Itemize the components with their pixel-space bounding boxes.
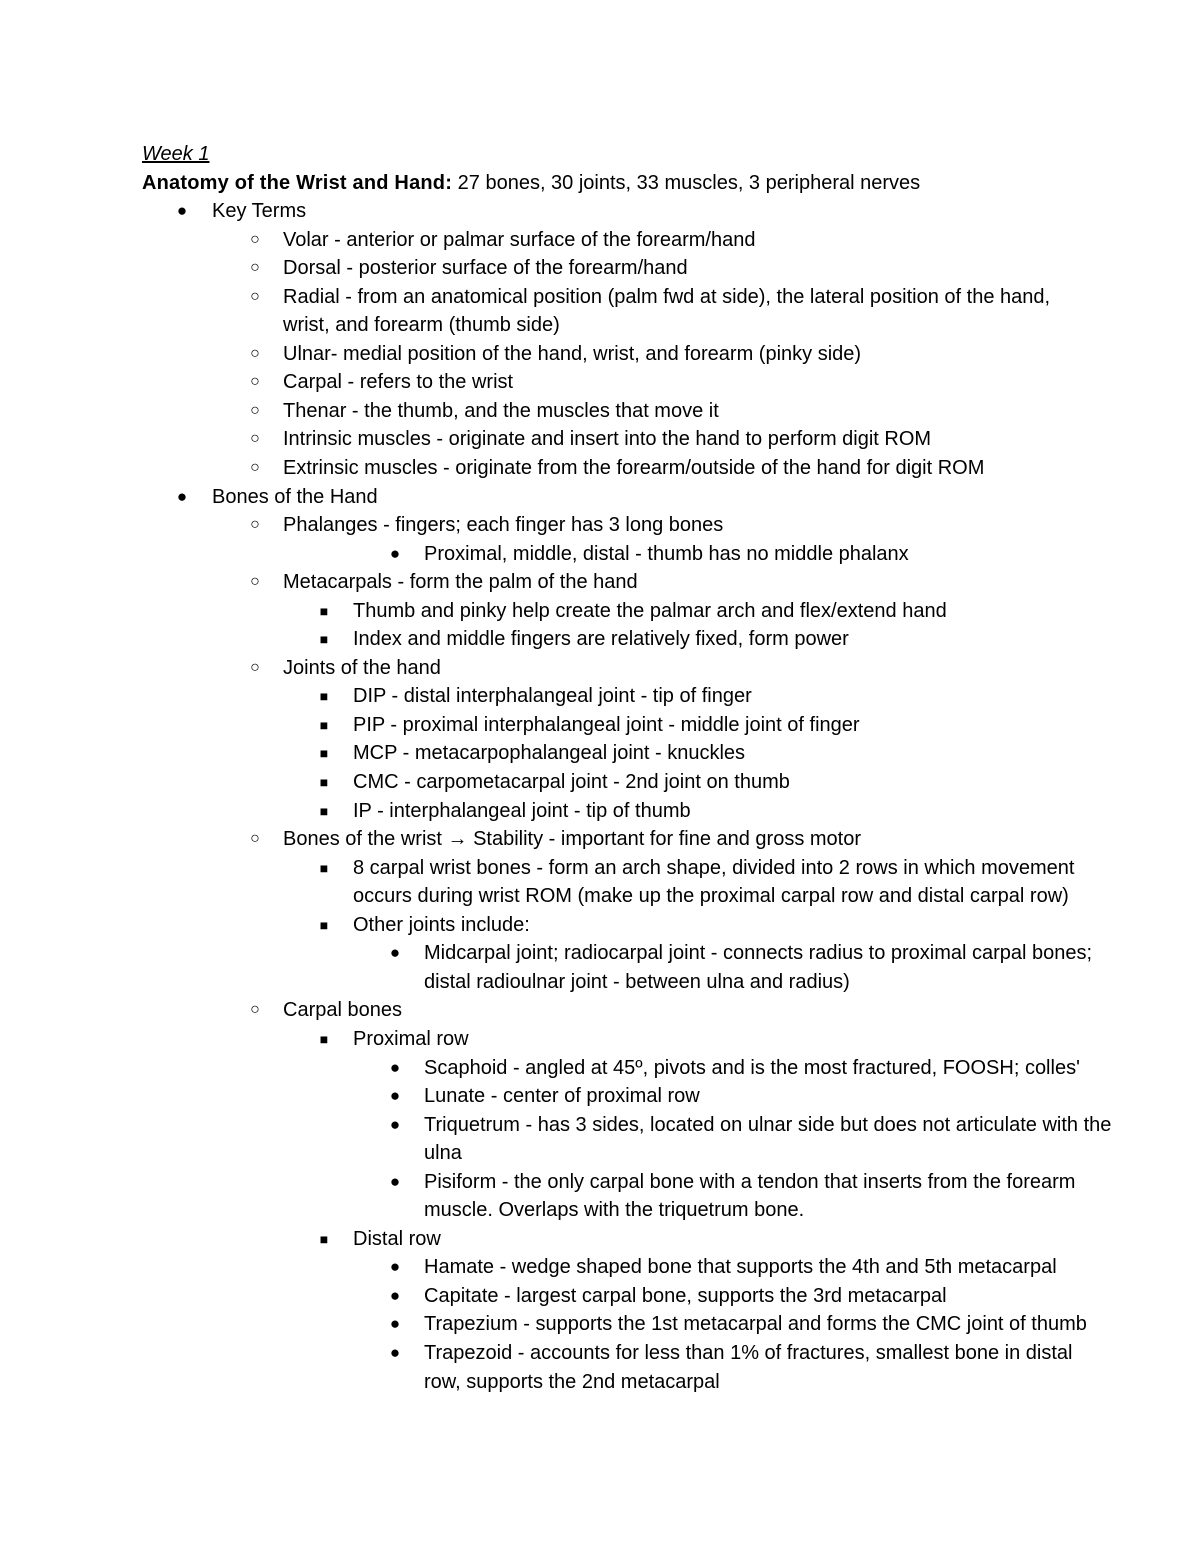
bullet-dot-icon: ● — [176, 201, 188, 220]
bullet-circle-icon: ○ — [250, 516, 260, 533]
bullet-dot-icon: ● — [389, 544, 401, 563]
list-item-text: Midcarpal joint; radiocarpal joint - connects radius to proximal carpal bones; — [424, 942, 1093, 964]
list-item-text: Proximal, middle, distal - thumb has no middle phalanx — [424, 543, 909, 565]
list-item-text: wrist, and forearm (thumb side) — [283, 314, 560, 336]
list-item-text: Dorsal - posterior surface of the forearm/hand — [283, 257, 688, 279]
list-item-text: Index and middle fingers are relatively fixed, form power — [353, 628, 849, 650]
list-item-text: Bones of the Hand — [212, 486, 378, 508]
bullet-circle-icon: ○ — [250, 659, 260, 676]
bullet-square-icon: ■ — [319, 688, 329, 704]
bullet-circle-icon: ○ — [250, 402, 260, 419]
bullet-square-icon: ■ — [319, 917, 329, 933]
list-item-text: ulna — [424, 1142, 462, 1164]
bullet-square-icon: ■ — [319, 1231, 329, 1247]
list-item-text: Pisiform - the only carpal bone with a tendon that inserts from the forearm — [424, 1171, 1076, 1193]
bullet-dot-icon: ● — [389, 1314, 401, 1333]
bullet-dot-icon: ● — [389, 1343, 401, 1362]
list-item-text: Carpal - refers to the wrist — [283, 371, 514, 393]
list-item-text: muscle. Overlaps with the triquetrum bone. — [424, 1199, 805, 1221]
bullet-square-icon: ■ — [319, 745, 329, 761]
list-item-text: Proximal row — [353, 1028, 469, 1050]
bullet-dot-icon: ● — [389, 1058, 401, 1077]
list-item-text: Extrinsic muscles - originate from the forearm/outside of the hand for digit ROM — [283, 457, 985, 479]
bullet-circle-icon: ○ — [250, 1001, 260, 1018]
list-item-text: Thumb and pinky help create the palmar arch and flex/extend hand — [353, 600, 947, 622]
heading-bold: Anatomy of the Wrist and Hand: — [142, 172, 453, 194]
list-item-text: CMC - carpometacarpal joint - 2nd joint on thumb — [353, 771, 790, 793]
bullet-dot-icon: ● — [389, 943, 401, 962]
heading-rest: 27 bones, 30 joints, 33 muscles, 3 peripheral nerves — [452, 172, 921, 194]
bullet-circle-icon: ○ — [250, 573, 260, 590]
list-item-text: IP - interphalangeal joint - tip of thumb — [353, 800, 691, 822]
bullet-dot-icon: ● — [389, 1257, 401, 1276]
list-item-text: Phalanges - fingers; each finger has 3 long bones — [283, 514, 724, 536]
bullet-circle-icon: ○ — [250, 288, 260, 305]
list-item-text: Volar - anterior or palmar surface of the forearm/hand — [283, 229, 756, 251]
list-item-text: Radial - from an anatomical position (palm fwd at side), the lateral position of the hand, — [283, 286, 1051, 308]
list-item-text: MCP - metacarpophalangeal joint - knuckles — [353, 742, 746, 764]
bullet-dot-icon: ● — [389, 1286, 401, 1305]
bullet-square-icon: ■ — [319, 803, 329, 819]
list-item-text: Capitate - largest carpal bone, supports the 3rd metacarpal — [424, 1285, 947, 1307]
list-item-text: Trapezium - supports the 1st metacarpal and forms the CMC joint of thumb — [424, 1313, 1087, 1335]
list-item-text: Triquetrum - has 3 sides, located on ulnar side but does not articulate with the — [424, 1114, 1112, 1136]
bullet-circle-icon: ○ — [250, 231, 260, 248]
list-item-text: distal radioulnar joint - between ulna and radius) — [424, 971, 850, 993]
bullet-circle-icon: ○ — [250, 430, 260, 447]
bullet-square-icon: ■ — [319, 774, 329, 790]
list-item-text: Bones of the wrist → Stability - important for fine and gross motor — [283, 828, 862, 850]
list-item-text: DIP - distal interphalangeal joint - tip of finger — [353, 685, 752, 707]
list-item-text: Lunate - center of proximal row — [424, 1085, 700, 1107]
bullet-square-icon: ■ — [319, 717, 329, 733]
list-item-text: Carpal bones — [283, 999, 402, 1021]
bullet-square-icon: ■ — [319, 1031, 329, 1047]
bullet-square-icon: ■ — [319, 860, 329, 876]
list-item-text: 8 carpal wrist bones - form an arch shape, divided into 2 rows in which movement — [353, 857, 1075, 879]
list-item-text: Key Terms — [212, 200, 307, 222]
list-item-text: Metacarpals - form the palm of the hand — [283, 571, 638, 593]
list-item-text: Ulnar- medial position of the hand, wrist, and forearm (pinky side) — [283, 343, 862, 365]
bullet-circle-icon: ○ — [250, 259, 260, 276]
bullet-circle-icon: ○ — [250, 373, 260, 390]
list-item-text: occurs during wrist ROM (make up the proximal carpal row and distal carpal row) — [353, 885, 1069, 907]
bullet-dot-icon: ● — [389, 1172, 401, 1191]
list-item-text: Thenar - the thumb, and the muscles that move it — [283, 400, 719, 422]
bullet-circle-icon: ○ — [250, 345, 260, 362]
list-item-text: Trapezoid - accounts for less than 1% of fractures, smallest bone in distal — [424, 1342, 1073, 1364]
bullet-circle-icon: ○ — [250, 830, 260, 847]
week-title: Week 1 — [142, 143, 210, 165]
bullet-dot-icon: ● — [389, 1086, 401, 1105]
list-item-text: PIP - proximal interphalangeal joint - middle joint of finger — [353, 714, 860, 736]
bullet-square-icon: ■ — [319, 603, 329, 619]
bullet-square-icon: ■ — [319, 631, 329, 647]
section-heading — [142, 169, 920, 197]
list-item-text: Other joints include: — [353, 914, 530, 936]
bullet-dot-icon: ● — [176, 487, 188, 506]
list-item-text: Distal row — [353, 1228, 441, 1250]
list-item-text: Hamate - wedge shaped bone that supports the 4th and 5th metacarpal — [424, 1256, 1057, 1278]
list-item-text: Joints of the hand — [283, 657, 441, 679]
bullet-dot-icon: ● — [389, 1115, 401, 1134]
bullet-circle-icon: ○ — [250, 459, 260, 476]
list-item-text: Scaphoid - angled at 45º, pivots and is the most fractured, FOOSH; colles' — [424, 1057, 1080, 1079]
list-item-text: row, supports the 2nd metacarpal — [424, 1371, 720, 1393]
list-item-text: Intrinsic muscles - originate and insert into the hand to perform digit ROM — [283, 428, 932, 450]
